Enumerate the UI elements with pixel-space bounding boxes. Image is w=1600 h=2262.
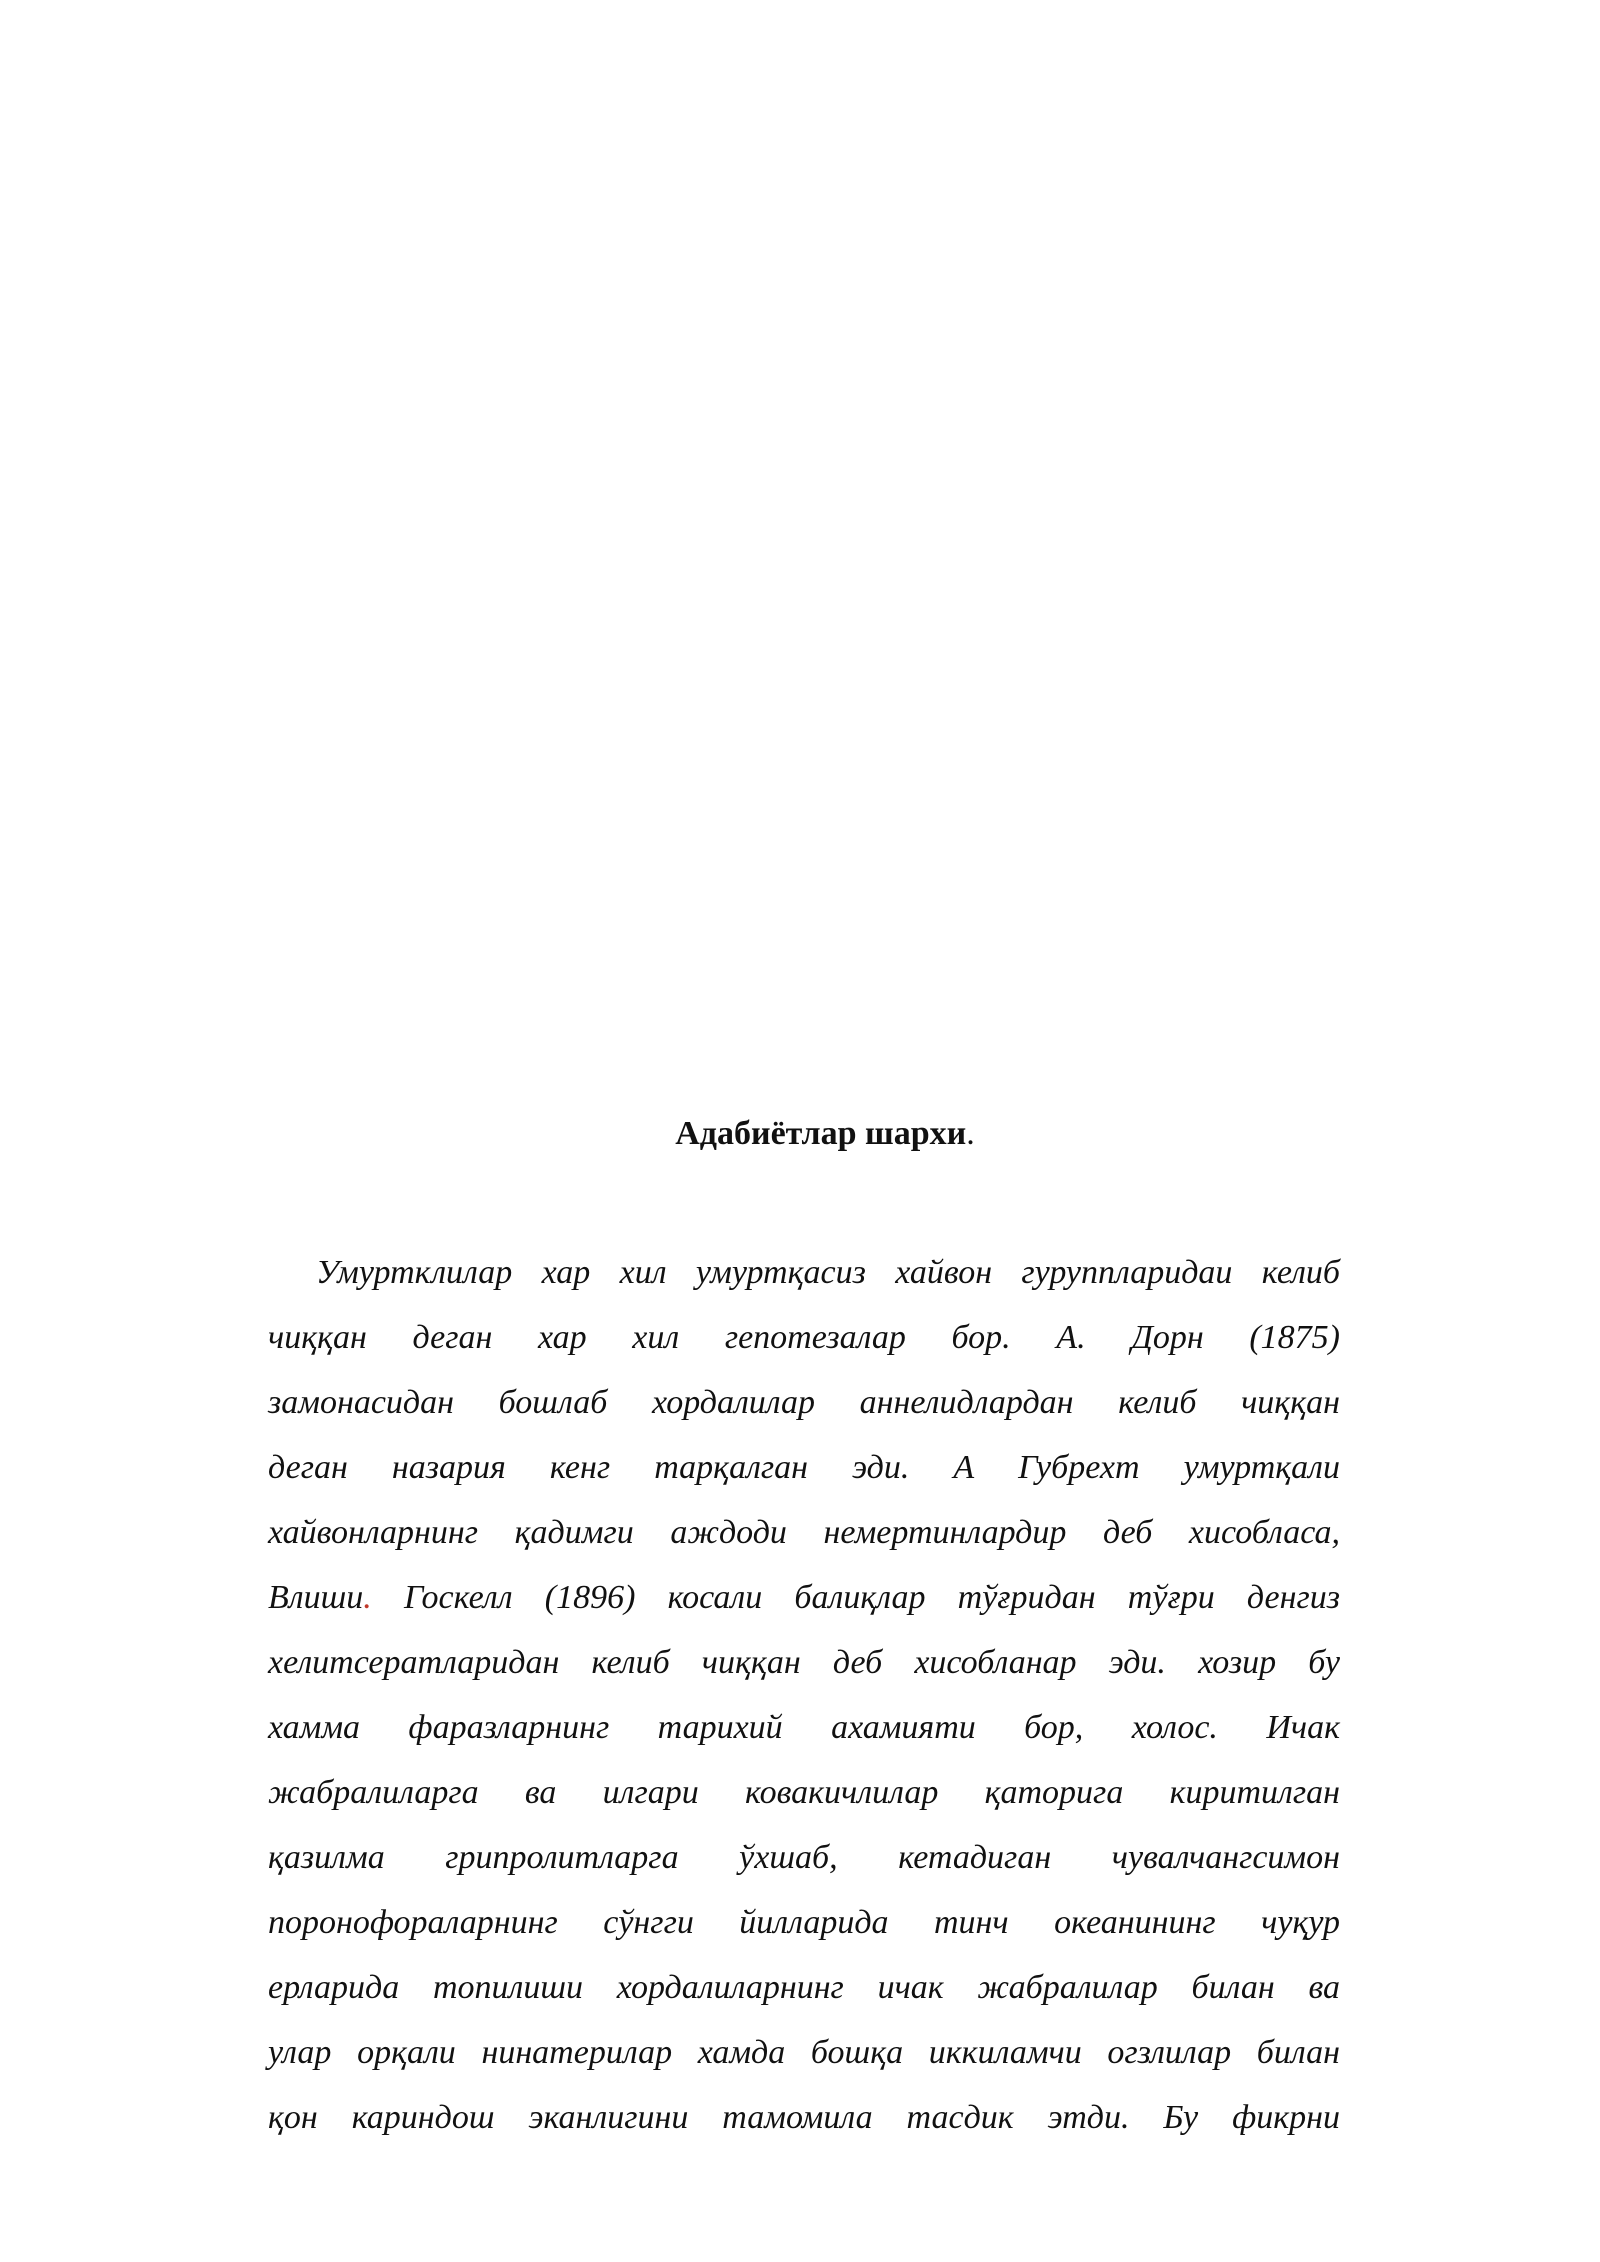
paragraph-line: хайвонларнинг қадимги аждоди немертинлардир деб хисобласа, — [268, 1514, 1340, 1551]
paragraph — [268, 1240, 1340, 2150]
red-period: . — [363, 1579, 372, 1616]
line-start: Влиши — [268, 1579, 364, 1616]
paragraph-line: хелитсератларидан келиб чиққан деб хисобланар эди. хозир бу — [268, 1644, 1340, 1681]
paragraph-line: жабралиларга ва илгари ковакичлилар қаторига киритилган — [268, 1774, 1340, 1811]
paragraph-line: хамма фаразларнинг тарихий ахамияти бор, холос. Ичак — [268, 1709, 1340, 1746]
paragraph-line: қон кариндош эканлигини тамомила тасдик этди. Бу фикрни — [268, 2099, 1340, 2136]
paragraph-line: замонасидан бошлаб хордалилар аннелидлардан келиб чиққан — [268, 1384, 1340, 1421]
paragraph-line: ерларида топилиши хордалиларнинг ичак жабралилар билан ва — [268, 1969, 1340, 2006]
paragraph-line: деган назария кенг тарқалган эди. А Губрехт умуртқали — [268, 1449, 1340, 1486]
paragraph-line: Умуртклилар хар хил умуртқасиз хайвон гуруппларидаи келиб — [316, 1254, 1340, 1291]
heading-text: Адабиётлар шархи — [675, 1115, 967, 1152]
heading-punctuation: . — [966, 1115, 975, 1152]
paragraph-line: қазилма грипролитларга ўхшаб, кетадиган чувалчангсимон — [268, 1839, 1340, 1876]
paragraph-line: улар орқали нинатерилар хамда бошқа иккиламчи огзлилар билан — [268, 2034, 1340, 2071]
line-rest: Госкелл (1896) косали балиқлар тўғридан тўғри денгиз — [371, 1579, 1340, 1616]
paragraph-line: поронофораларнинг сўнгги йилларида тинч океанининг чуқур — [268, 1904, 1340, 1941]
paragraph-line: чиққан деган хар хил гепотезалар бор. А. Дорн (1875) — [268, 1319, 1340, 1356]
paragraph-line-6 — [268, 1565, 1340, 1630]
section-heading — [0, 1112, 1600, 1156]
